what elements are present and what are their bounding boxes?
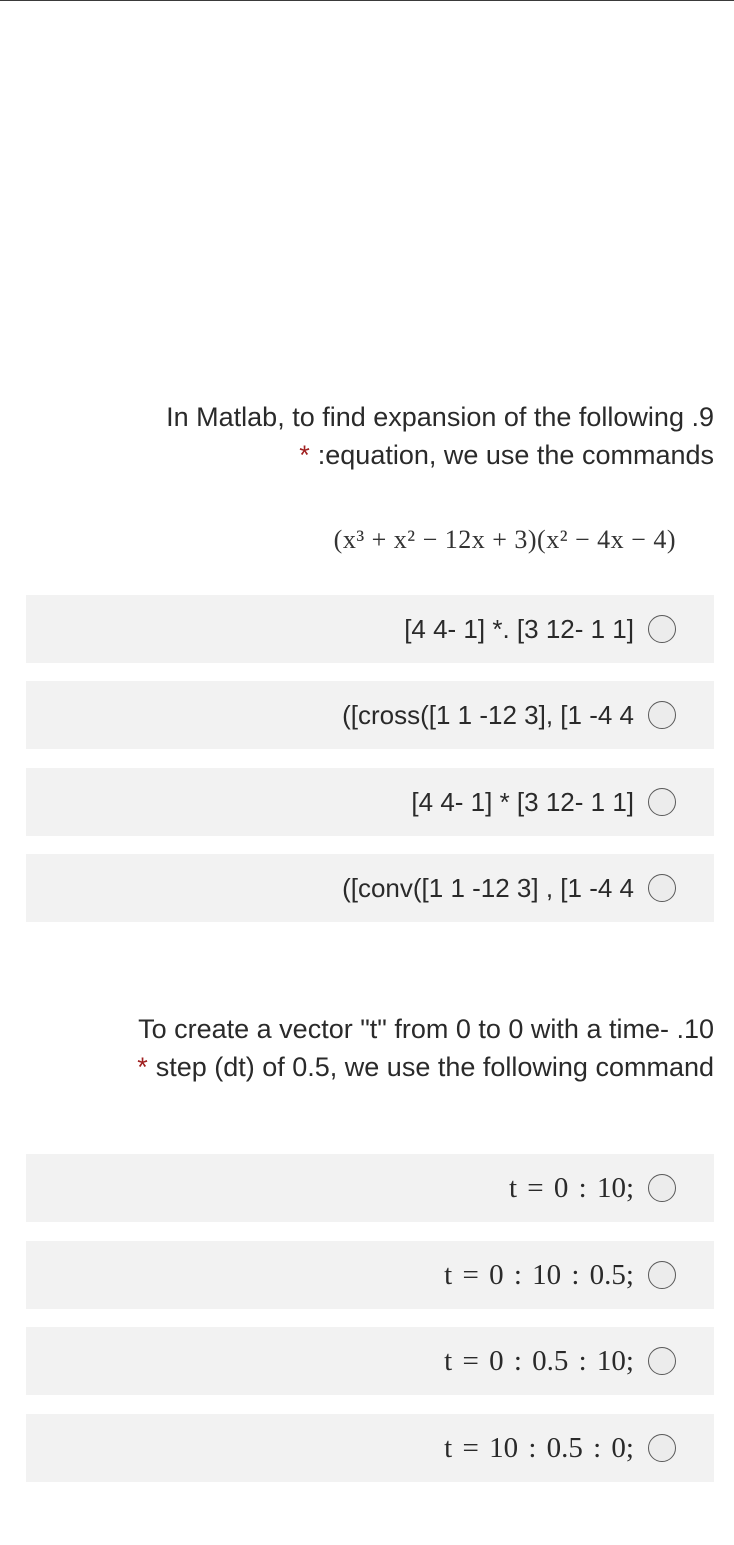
top-divider <box>0 0 734 1</box>
radio-button[interactable] <box>648 615 676 643</box>
required-asterisk: * <box>137 1052 148 1082</box>
question-9-line-2 <box>26 436 714 474</box>
equation-text: (x³ + x² − 12x + 3)(x² − 4x − 4) <box>333 525 676 554</box>
q10-option-1[interactable] <box>26 1154 714 1222</box>
option-label: t = 10 : 0.5 : 0; <box>444 1431 634 1464</box>
option-label: t = 0 : 10 : 0.5; <box>444 1258 634 1291</box>
option-label: [4 4- 1] * [3 12- 1 1] <box>411 786 634 817</box>
q9-option-4[interactable] <box>26 854 714 922</box>
question-10-line-2 <box>26 1048 714 1086</box>
radio-button[interactable] <box>648 788 676 816</box>
radio-button[interactable] <box>648 701 676 729</box>
question-9-line-1: In Matlab, to find expansion of the following .9 <box>166 402 714 432</box>
required-asterisk: * <box>299 440 310 470</box>
question-10-title <box>26 1010 714 1086</box>
option-label: t = 0 : 10; <box>508 1171 634 1204</box>
option-label: ([cross([1 1 -12 3], [1 -4 4 <box>342 699 634 730</box>
question-9-title <box>26 398 714 474</box>
radio-button[interactable] <box>648 1261 676 1289</box>
q10-option-3[interactable] <box>26 1327 714 1395</box>
q9-option-2[interactable] <box>26 681 714 749</box>
radio-button[interactable] <box>648 874 676 902</box>
radio-button[interactable] <box>648 1347 676 1375</box>
question-9-equation <box>26 525 676 555</box>
option-label: [4 4- 1] *. [3 12- 1 1] <box>404 613 634 644</box>
question-9 <box>26 398 714 474</box>
q10-option-2[interactable] <box>26 1241 714 1309</box>
q10-option-4[interactable] <box>26 1414 714 1482</box>
q9-option-1[interactable] <box>26 595 714 663</box>
radio-button[interactable] <box>648 1434 676 1462</box>
option-label: t = 0 : 0.5 : 10; <box>444 1344 634 1377</box>
question-10 <box>26 1010 714 1086</box>
question-9-line-2-text: :equation, we use the commands <box>317 440 714 470</box>
question-10-line-1: To create a vector "t" from 0 to 0 with a time- .10 <box>138 1014 714 1044</box>
q9-option-3[interactable] <box>26 768 714 836</box>
radio-button[interactable] <box>648 1174 676 1202</box>
option-label: ([conv([1 1 -12 3] , [1 -4 4 <box>342 872 634 903</box>
question-10-line-2-text: step (dt) of 0.5, we use the following command <box>155 1052 714 1082</box>
